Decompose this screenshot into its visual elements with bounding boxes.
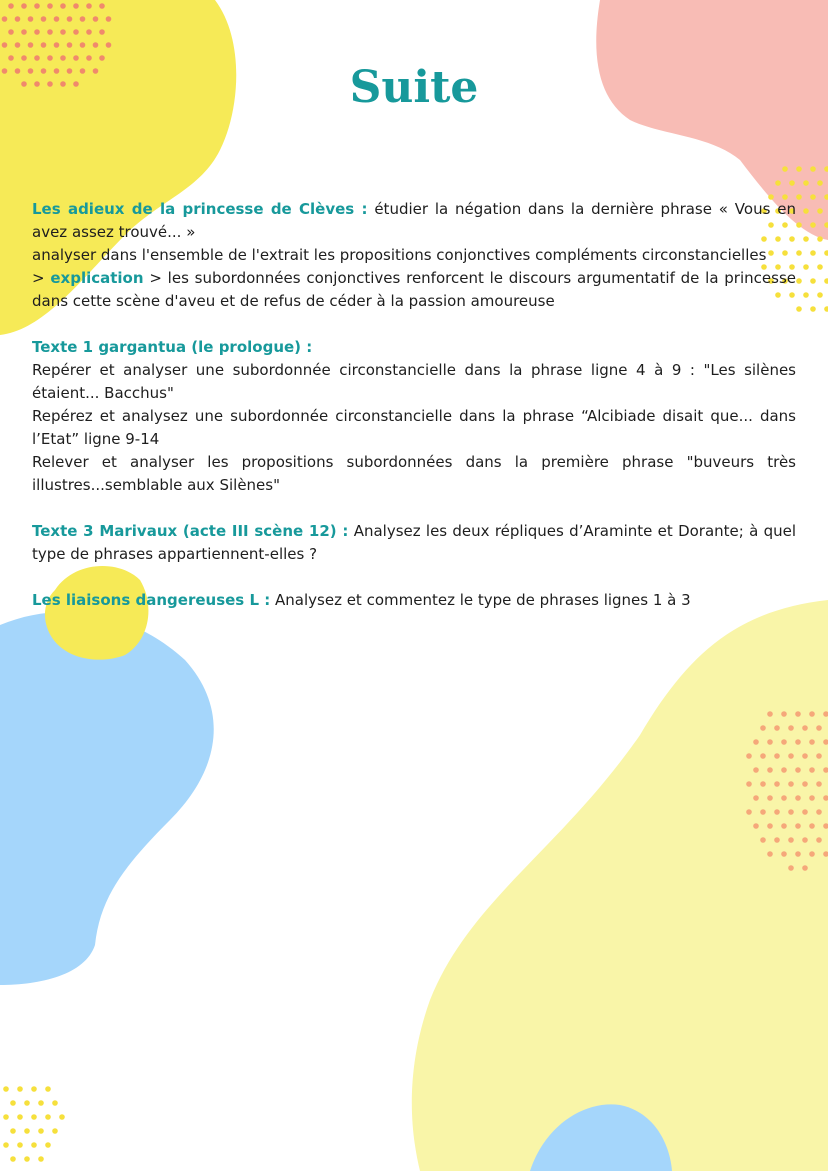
decorative-dot [767, 851, 773, 857]
decorative-dot [21, 55, 27, 61]
decorative-dot [31, 1086, 37, 1092]
explication-label: explication [50, 269, 144, 287]
decorative-dot [767, 795, 773, 801]
decorative-dot [781, 823, 787, 829]
decorative-dot [809, 823, 815, 829]
decorative-dot [802, 809, 808, 815]
decorative-dot [10, 1156, 16, 1162]
section-line: analyser dans l'ensemble de l'extrait les propositions conjonctives compléments circonstancielles [32, 246, 767, 264]
decorative-dot [788, 809, 794, 815]
decorative-dot [17, 1142, 23, 1148]
decorative-dot [795, 711, 801, 717]
decorative-dot [93, 42, 99, 48]
decorative-dot [795, 767, 801, 773]
decorative-dot [816, 809, 822, 815]
decorative-dot [106, 16, 112, 22]
decorative-dot [767, 711, 773, 717]
decorative-dot [8, 29, 14, 35]
decorative-dot [15, 42, 21, 48]
decorative-dot [31, 1114, 37, 1120]
decorative-dot [54, 16, 60, 22]
decorative-dot [31, 1142, 37, 1148]
decorative-dot [60, 3, 66, 9]
decorative-dot [809, 711, 815, 717]
decorative-dot [788, 865, 794, 871]
decorative-dot [760, 809, 766, 815]
decorative-dot [8, 3, 14, 9]
decorative-dot [774, 781, 780, 787]
decorative-dot [781, 767, 787, 773]
decorative-dot [774, 753, 780, 759]
decorative-dot [2, 16, 8, 22]
decorative-dot [810, 306, 816, 312]
decorative-dot [774, 837, 780, 843]
decorative-dot [817, 292, 823, 298]
decorative-dot [802, 781, 808, 787]
decorative-dot [816, 753, 822, 759]
decorative-dot [106, 42, 112, 48]
decorative-dot [795, 823, 801, 829]
decorative-dot [60, 55, 66, 61]
dot-cluster-bottom-left [3, 1086, 65, 1162]
decorative-dot [99, 3, 105, 9]
decorative-dot [86, 3, 92, 9]
decorative-dot [817, 208, 823, 214]
decorative-dot [788, 781, 794, 787]
section-heading: Texte 1 gargantua (le prologue) : [32, 338, 313, 356]
decorative-dot [788, 837, 794, 843]
decorative-dot [753, 795, 759, 801]
decorative-dot [73, 3, 79, 9]
decorative-dot [67, 16, 73, 22]
decorative-dot [3, 1114, 9, 1120]
decorative-dot [21, 3, 27, 9]
decorative-dot [796, 222, 802, 228]
page-title: Suite [349, 62, 479, 113]
decorative-dot [816, 837, 822, 843]
section-heading: Texte 3 Marivaux (acte III scène 12) : [32, 522, 349, 540]
decorative-dot [760, 753, 766, 759]
decorative-dot [809, 795, 815, 801]
decorative-dot [810, 250, 816, 256]
decorative-dot [45, 1114, 51, 1120]
decorative-dot [803, 264, 809, 270]
section-line: Relever et analyser les propositions subordonnées dans la première phrase "buveurs très illustres...semblable aux Silènes" [32, 453, 796, 494]
decorative-dot [810, 166, 816, 172]
decorative-dot [809, 739, 815, 745]
decorative-dot [34, 3, 40, 9]
decorative-dot [760, 781, 766, 787]
decorative-dot [34, 29, 40, 35]
section-gargantua [32, 336, 796, 497]
decorative-dot [817, 180, 823, 186]
decorative-dot [67, 42, 73, 48]
decorative-dot [753, 823, 759, 829]
decorative-dot [803, 180, 809, 186]
decorative-dot [803, 292, 809, 298]
decorative-dot [746, 809, 752, 815]
section-line [32, 267, 796, 313]
decorative-dot [788, 725, 794, 731]
section-line: Repérer et analyser une subordonnée circonstancielle dans la phrase ligne 4 à 9 : "Les silènes étaient... Bacchus" [32, 361, 796, 402]
section-heading: Les liaisons dangereuses L : [32, 591, 271, 609]
section-line: Repérez et analysez une subordonnée circonstancielle dans la phrase “Alcibiade disait que... dans l’Etat” ligne 9-14 [32, 407, 796, 448]
decorative-dot [795, 851, 801, 857]
decorative-dot [45, 1086, 51, 1092]
decorative-dot [38, 1128, 44, 1134]
decorative-dot [796, 306, 802, 312]
decorative-dot [73, 55, 79, 61]
decorative-dot [86, 29, 92, 35]
decorative-dot [760, 725, 766, 731]
decorative-dot [15, 16, 21, 22]
decorative-dot [803, 208, 809, 214]
decorative-dot [38, 1100, 44, 1106]
decorative-dot [28, 16, 34, 22]
decorative-dot [782, 166, 788, 172]
light-blue-blob [0, 612, 214, 985]
decorative-dot [93, 16, 99, 22]
decorative-dot [802, 865, 808, 871]
decorative-dot [816, 725, 822, 731]
section-heading: Les adieux de la princesse de Clèves : [32, 200, 368, 218]
decorative-dot [24, 1128, 30, 1134]
decorative-dot [810, 194, 816, 200]
decorative-dot [3, 1142, 9, 1148]
decorative-dot [767, 823, 773, 829]
decorative-dot [802, 753, 808, 759]
decorative-dot [767, 767, 773, 773]
decorative-dot [810, 278, 816, 284]
decorative-dot [8, 55, 14, 61]
section-text: étudier la négation dans la dernière phrase « Vous en avez assez trouvé... » [32, 200, 796, 241]
decorative-dot [809, 767, 815, 773]
section-text: Analysez et commentez le type de phrases lignes 1 à 3 [275, 591, 691, 609]
decorative-dot [802, 837, 808, 843]
decorative-dot [781, 795, 787, 801]
decorative-dot [753, 767, 759, 773]
decorative-dot [802, 725, 808, 731]
decorative-dot [789, 180, 795, 186]
decorative-dot [17, 1114, 23, 1120]
decorative-dot [52, 1128, 58, 1134]
pale-yellow-blob [412, 600, 828, 1171]
decorative-dot [810, 222, 816, 228]
decorative-dot [47, 3, 53, 9]
decorative-dot [788, 753, 794, 759]
decorative-dot [54, 42, 60, 48]
decorative-dot [21, 29, 27, 35]
decorative-dot [10, 1100, 16, 1106]
decorative-dot [824, 250, 828, 256]
decorative-dot [795, 795, 801, 801]
decorative-dot [34, 55, 40, 61]
arrow-prefix: > [32, 269, 45, 287]
decorative-dot [781, 711, 787, 717]
decorative-dot [775, 180, 781, 186]
decorative-dot [3, 1086, 9, 1092]
decorative-dot [24, 1156, 30, 1162]
decorative-dot [52, 1100, 58, 1106]
decorative-dot [38, 1156, 44, 1162]
decorative-dot [795, 739, 801, 745]
decorative-dot [824, 278, 828, 284]
decorative-dot [47, 55, 53, 61]
decorative-dot [817, 236, 823, 242]
decorative-dot [80, 16, 86, 22]
decorative-dot [796, 250, 802, 256]
decorative-dot [824, 306, 828, 312]
decorative-dot [746, 753, 752, 759]
decorative-dot [746, 781, 752, 787]
decorative-dot [45, 1142, 51, 1148]
document-body [32, 198, 796, 635]
decorative-dot [781, 739, 787, 745]
decorative-dot [796, 194, 802, 200]
decorative-dot [796, 278, 802, 284]
decorative-dot [86, 55, 92, 61]
decorative-dot [767, 739, 773, 745]
decorative-dot [796, 166, 802, 172]
decorative-dot [803, 236, 809, 242]
decorative-dot [774, 809, 780, 815]
decorative-dot [760, 837, 766, 843]
section-marivaux [32, 520, 796, 566]
decorative-dot [80, 42, 86, 48]
decorative-dot [817, 264, 823, 270]
decorative-dot [816, 781, 822, 787]
decorative-dot [41, 16, 47, 22]
decorative-dot [47, 29, 53, 35]
section-text: Analysez les deux répliques d’Araminte et Dorante; à quel type de phrases appartiennent-elles ? [32, 522, 797, 563]
decorative-dot [59, 1114, 65, 1120]
section-princesse-de-cleves [32, 198, 796, 313]
decorative-dot [774, 725, 780, 731]
decorative-dot [10, 1128, 16, 1134]
decorative-dot [60, 29, 66, 35]
decorative-dot [28, 42, 34, 48]
decorative-dot [17, 1086, 23, 1092]
decorative-dot [2, 42, 8, 48]
decorative-dot [99, 29, 105, 35]
section-liaisons-dangereuses [32, 589, 796, 612]
decorative-dot [99, 55, 105, 61]
decorative-dot [753, 739, 759, 745]
section-text: > les subordonnées conjonctives renforcent le discours argumentatif de la princesse dans cette scène d'aveu et de refus de céder à la passion amoureuse [32, 269, 796, 310]
decorative-dot [781, 851, 787, 857]
decorative-dot [809, 851, 815, 857]
decorative-dot [73, 29, 79, 35]
decorative-dot [24, 1100, 30, 1106]
decorative-dot [41, 42, 47, 48]
